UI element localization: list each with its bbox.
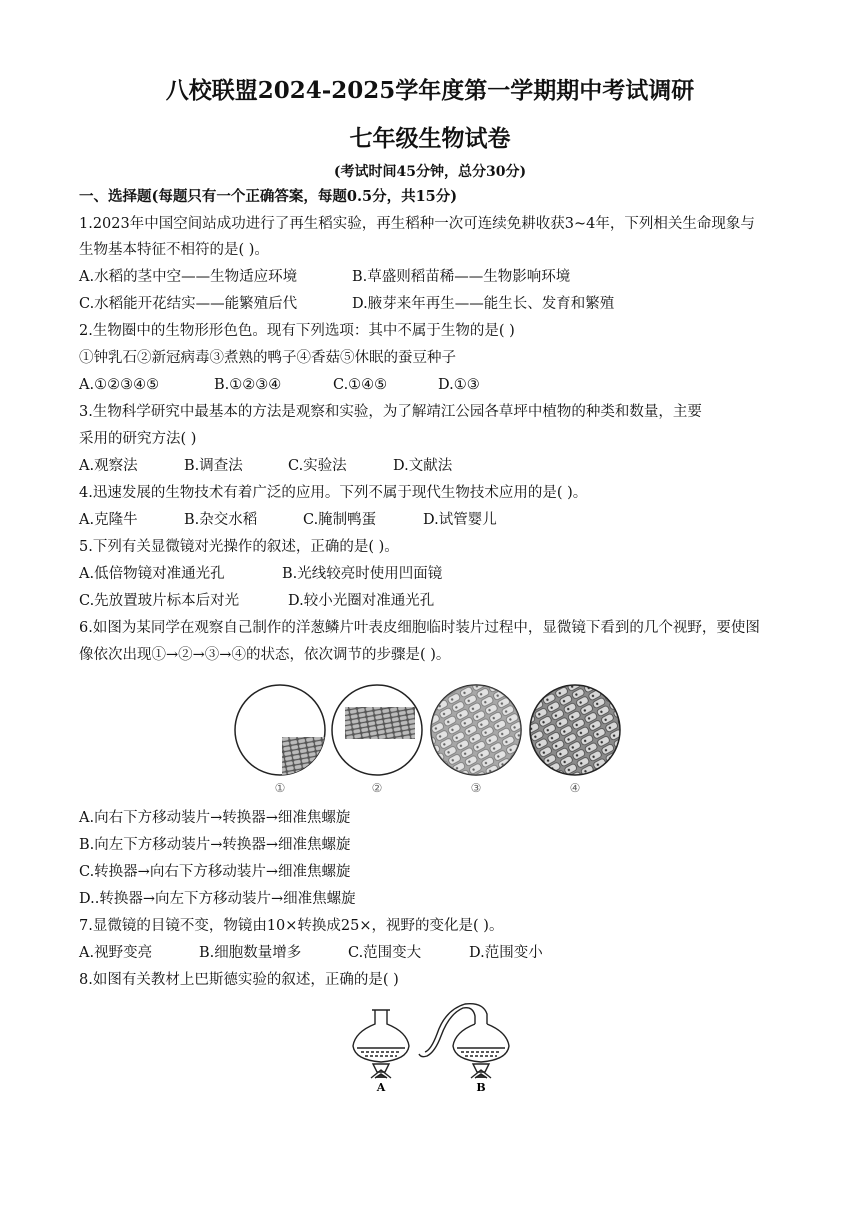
- q7-option-d: D.范围变小: [469, 945, 543, 961]
- q4-option-c: C.腌制鸭蛋: [303, 512, 377, 528]
- q7-option-c: C.范围变大: [348, 945, 422, 961]
- q7-option-a: A.视野变亮: [79, 945, 153, 961]
- flask-a: [353, 1010, 409, 1078]
- q6-stem-line2: 像依次出现①→②→③→④的状态，依次调节的步骤是( )。: [79, 647, 451, 663]
- q3-option-d: D.文献法: [393, 458, 453, 474]
- q6-option-d: D..转换器→向左下方移动装片→细准焦螺旋: [79, 891, 356, 907]
- q3-stem-line1: 3.生物科学研究中最基本的方法是观察和实验，为了解靖江公园各草坪中植物的种类和数量，主要: [79, 404, 702, 420]
- view-4-label: ④: [569, 781, 581, 795]
- q7-option-b: B.细胞数量增多: [199, 945, 302, 961]
- q2-option-c: C.①④⑤: [333, 377, 388, 393]
- q6-option-b: B.向左下方移动装片→转换器→细准焦螺旋: [79, 837, 351, 853]
- exam-info: (考试时间45分钟，总分30分): [333, 164, 527, 180]
- pasteur-experiment-figure: [345, 1002, 515, 1094]
- q6-option-c: C.转换器→向右下方移动装片→细准焦螺旋: [79, 864, 351, 880]
- q6-stem-line1: 6.如图为某同学在观察自己制作的洋葱鳞片叶表皮细胞临时装片过程中，显微镜下看到的几个视野，要使图: [79, 620, 760, 636]
- q8-stem: 8.如图有关教材上巴斯德实验的叙述，正确的是( ): [79, 972, 399, 988]
- q3-option-c: C.实验法: [288, 458, 347, 474]
- q4-option-d: D.试管婴儿: [423, 512, 497, 528]
- section-heading: 一、选择题(每题只有一个正确答案，每题0.5分，共15分): [79, 188, 458, 205]
- q4-option-b: B.杂交水稻: [184, 512, 258, 528]
- q2-option-b: B.①②③④: [214, 377, 282, 393]
- view-3: [431, 685, 521, 775]
- q2-items: ①钟乳石②新冠病毒③煮熟的鸭子④香菇⑤休眠的蚕豆种子: [79, 350, 456, 366]
- view-3-label: ③: [470, 781, 482, 795]
- q1-stem-line1: 1.2023年中国空间站成功进行了再生稻实验，再生稻种一次可连续免耕收获3~4年，下列相关生命现象与: [79, 216, 755, 232]
- q1-option-d: D.腋芽来年再生——能生长、发育和繁殖: [352, 296, 615, 312]
- q3-option-b: B.调查法: [184, 458, 243, 474]
- flask-a-label: A: [376, 1081, 386, 1094]
- q2-option-a: A.①②③④⑤: [79, 377, 160, 393]
- microscope-views-figure: [230, 680, 630, 800]
- q7-stem: 7.显微镜的目镜不变，物镜由10×转换成25×，视野的变化是( )。: [79, 918, 504, 934]
- view-1-label: ①: [274, 781, 286, 795]
- q5-option-b: B.光线较亮时使用凹面镜: [282, 566, 443, 582]
- q6-option-a: A.向右下方移动装片→转换器→细准焦螺旋: [79, 810, 351, 826]
- q1-stem-line2: 生物基本特征不相符的是( )。: [79, 242, 269, 258]
- q4-stem: 4.迅速发展的生物技术有着广泛的应用。下列不属于现代生物技术应用的是( )。: [79, 485, 588, 501]
- exam-subtitle: 七年级生物试卷: [349, 125, 511, 152]
- q5-option-a: A.低倍物镜对准通光孔: [79, 566, 225, 582]
- q4-option-a: A.克隆牛: [79, 512, 138, 528]
- q5-stem: 5.下列有关显微镜对光操作的叙述，正确的是( )。: [79, 539, 399, 555]
- flask-b: [419, 1004, 509, 1078]
- q5-option-d: D.较小光圈对准通光孔: [288, 593, 435, 609]
- q2-option-d: D.①③: [438, 377, 480, 393]
- view-1: [235, 685, 327, 777]
- q3-stem-line2: 采用的研究方法( ): [79, 431, 197, 447]
- q3-option-a: A.观察法: [79, 458, 138, 474]
- view-2-label: ②: [371, 781, 383, 795]
- q5-option-c: C.先放置玻片标本后对光: [79, 593, 240, 609]
- flask-b-label: B: [476, 1081, 486, 1094]
- q1-option-c: C.水稻能开花结实——能繁殖后代: [79, 296, 298, 312]
- view-4: [530, 685, 620, 775]
- q1-option-b: B.草盛则稻苗稀——生物影响环境: [352, 269, 571, 285]
- q1-option-a: A.水稻的茎中空——生物适应环境: [79, 269, 298, 285]
- view-2: [332, 685, 422, 775]
- q2-stem: 2.生物圈中的生物形形色色。现有下列选项：其中不属于生物的是( ): [79, 323, 515, 339]
- exam-title: 八校联盟2024-2025学年度第一学期期中考试调研: [165, 77, 695, 104]
